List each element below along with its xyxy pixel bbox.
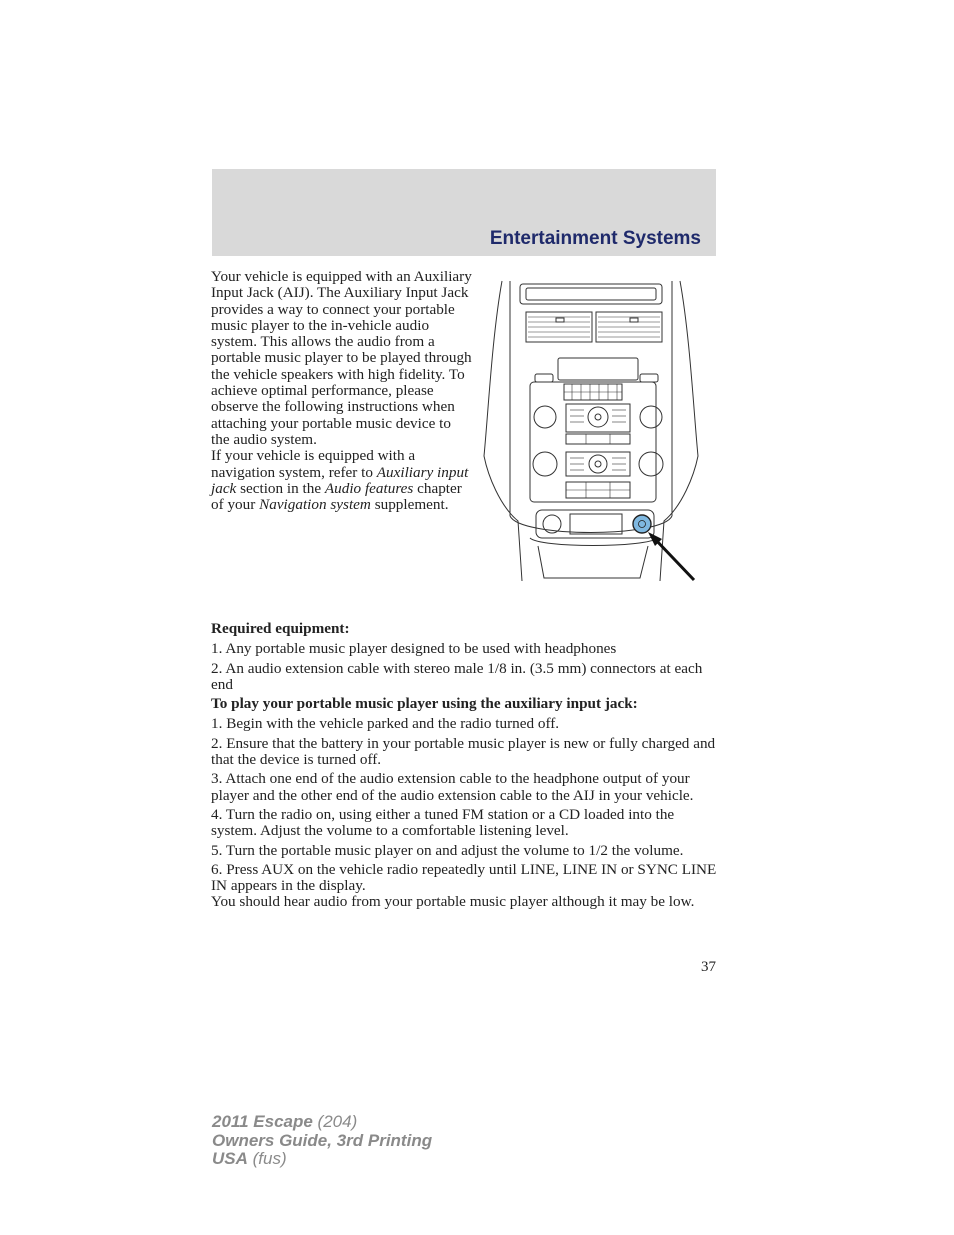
page-number: 37	[701, 959, 716, 975]
intro-p2-text-b: section in the	[236, 479, 325, 497]
intro-p2-italic-audio-features: Audio features	[324, 479, 414, 497]
required-equipment-heading: Required equipment:	[211, 620, 350, 637]
instructions-closing: You should hear audio from your portable music player although it may be low.	[211, 893, 695, 911]
intro-p2-italic-aux-jack: Auxiliary input jack	[211, 463, 469, 497]
required-item-2: 2. An audio extension cable with stereo male 1/8 in. (3.5 mm) connectors at each end	[211, 659, 703, 693]
center-console-illustration	[480, 276, 702, 586]
footer-model: 2011 Escape	[212, 1112, 313, 1131]
intro-p2-text-a: If your vehicle is equipped with a navigation system, refer to	[211, 447, 416, 481]
instructions-heading: To play your portable music player using the auxiliary input jack:	[211, 695, 638, 713]
section-header-band	[212, 169, 716, 256]
required-item-1: 1. Any portable music player designed to be used with headphones	[211, 640, 617, 658]
instruction-step-6: 6. Press AUX on the vehicle radio repeatedly until LINE, LINE IN or SYNC LINE IN appears in the display.	[211, 860, 717, 895]
intro-paragraph-1: Your vehicle is equipped with an Auxiliary Input Jack (AIJ). The Auxiliary Input Jack provides a way to connect your portable music player to the in-vehicle audio system. This allows the audio from a portable music player to be played through the vehicle speakers with high fidelity. To achieve optimal performance, please observe the following instructions when attaching your portable music device to the audio system.	[211, 268, 472, 448]
intro-p2-text-d: supplement.	[370, 496, 449, 514]
instructions-body	[211, 621, 717, 914]
footer-edition-info	[212, 1113, 432, 1169]
footer-market: USA	[212, 1149, 248, 1168]
intro-text	[211, 269, 473, 513]
footer-line-1	[212, 1113, 432, 1132]
intro-p2-italic-nav-system: Navigation system	[259, 496, 371, 514]
footer-line-2	[212, 1132, 432, 1151]
instruction-step-1: 1. Begin with the vehicle parked and the radio turned off.	[211, 715, 560, 733]
instruction-step-3: 3. Attach one end of the audio extension cable to the headphone output of your player and the other end of the audio extension cable to the AIJ in your vehicle.	[211, 770, 694, 804]
footer-market-code: (fus)	[247, 1149, 287, 1168]
intro-paragraph-2	[211, 448, 473, 513]
footer-model-code: (204)	[312, 1112, 358, 1131]
instruction-step-5: 5. Turn the portable music player on and adjust the volume to 1/2 the volume.	[211, 841, 684, 859]
footer-printing: Owners Guide, 3rd Printing	[212, 1130, 433, 1150]
footer-line-3	[212, 1150, 432, 1169]
aux-input-jack-highlight	[633, 515, 651, 533]
instruction-step-4: 4. Turn the radio on, using either a tuned FM station or a CD loaded into the system. Adjust the volume to a comfortable listening level.	[211, 805, 675, 840]
intro-p2-text-c: chapter of your	[211, 479, 462, 514]
section-title: Entertainment Systems	[489, 228, 701, 249]
instruction-step-2: 2. Ensure that the battery in your portable music player is new or fully charged and that the device is turned off.	[211, 734, 716, 769]
